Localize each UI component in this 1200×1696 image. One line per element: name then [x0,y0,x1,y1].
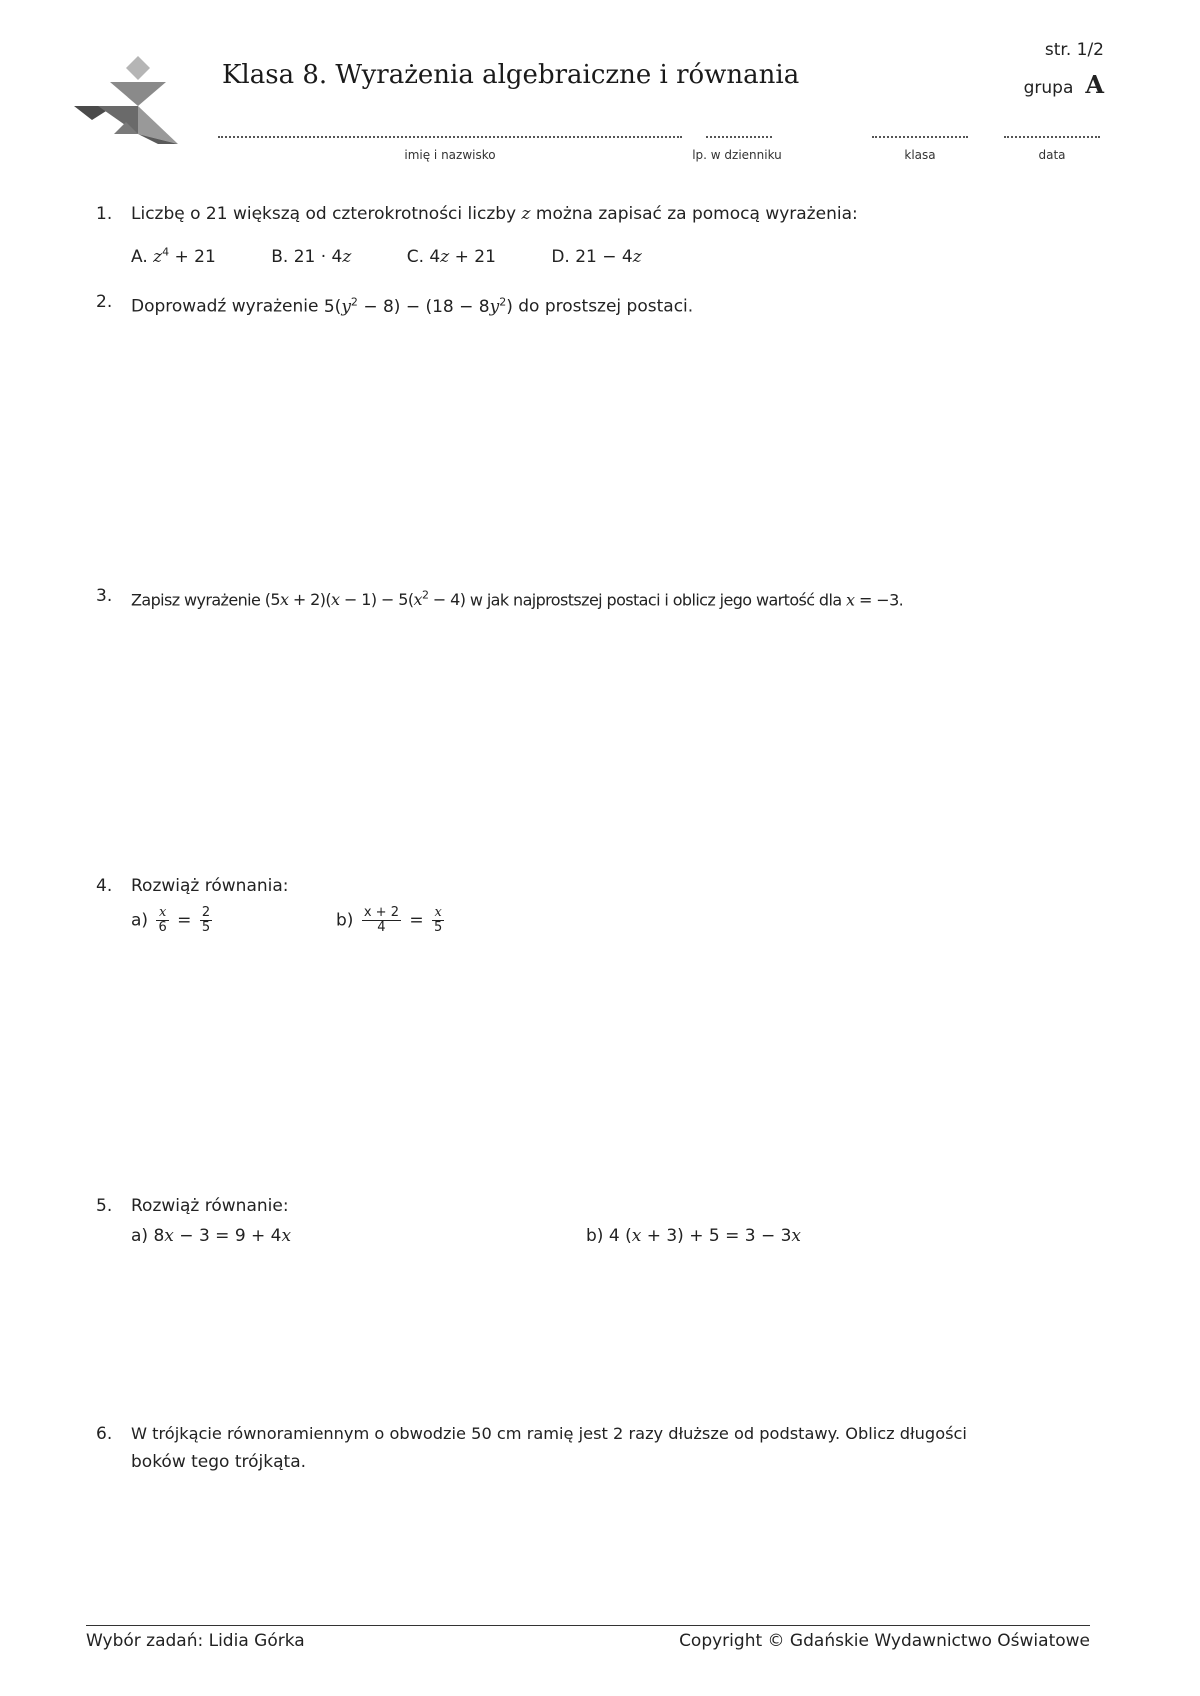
q3-text2: w jak najprostszej postaci i oblicz jego wartość dla [469,590,842,610]
question-text-line-1: W trójkącie równoramiennym o obwodzie 50 cm ramię jest 2 razy dłuższe od podstawy. Oblicz długości [131,1424,967,1443]
equation-b [336,906,447,935]
q4-a-n2: 2 [201,905,211,920]
question-2 [96,288,1096,318]
option-c-rest: + 21 [454,246,496,267]
answer-space-q4[interactable] [96,950,1096,1180]
q3-text: Zapisz wyrażenie [131,590,261,610]
q4-a-d1: 6 [158,920,167,935]
q3-e2: + 2)( [292,590,332,610]
option-d[interactable] [551,247,641,267]
q1-var: z [521,204,531,224]
q5-b-label: b) [586,1226,604,1246]
answer-space-q5[interactable] [96,1262,1096,1412]
q2-e2: − 8) − (18 − 8 [363,296,490,317]
q2-v1: y [341,296,351,317]
option-a-rest: + 21 [174,246,216,267]
option-b-pre: 21 · 4 [293,246,343,267]
question-5 [96,1192,1096,1256]
footer-author: Wybór zadań: Lidia Górka [86,1631,305,1651]
q3-v2: x [331,590,340,610]
q2-e1: 5( [323,296,342,317]
question-text: Rozwiąż równania: [131,876,289,896]
q3-e3: − 1) − 5( [343,590,414,610]
option-a[interactable] [131,247,216,267]
q5-b-v2: x [791,1226,801,1246]
question-number: 1. [96,204,113,224]
q5-b-e2: + 3) + 5 = 3 − 3 [646,1226,792,1246]
q3-e1: (5 [264,590,280,610]
q5-b-v1: x [631,1226,642,1246]
q3-e5: = −3. [858,590,904,610]
q5-a-v1: x [164,1226,174,1246]
class-field-label: klasa [904,148,936,162]
question-6 [96,1420,1106,1480]
q3-expression [265,590,466,609]
q4-b-n1: x + 2 [363,905,399,920]
q2-x2: 2 [499,295,507,308]
q3-x3: 2 [421,589,429,602]
question-text [131,288,693,321]
answer-space-q2[interactable] [96,330,1096,570]
option-c-var: z [440,246,450,267]
fraction [362,906,401,935]
option-a-var: z [153,246,163,267]
class-field[interactable] [872,136,968,138]
question-1 [96,200,1096,270]
question-number: 5. [96,1196,113,1216]
question-number: 2. [96,292,113,312]
q4-b-d1: 4 [377,920,386,935]
q1-text2: można zapisać za pomocą wyrażenia: [535,204,858,224]
option-d-label: D. [551,246,570,267]
q4-b-n2: x [432,906,444,921]
question-number: 6. [96,1424,113,1444]
equation-a [131,1222,291,1250]
journal-number-label: lp. w dzienniku [692,148,782,162]
option-d-var: z [632,246,642,267]
q5-b-e1: 4 ( [608,1226,632,1246]
q4-b-label: b) [336,910,354,931]
q1-text: Liczbę o 21 większą od czterokrotności liczby [131,204,517,224]
q3-e4: − 4) [432,590,466,610]
date-field-label: data [1038,148,1066,162]
q3-v4: x [846,590,855,610]
question-text [131,200,858,228]
question-number: 4. [96,876,113,896]
logo-shape-leg [138,106,178,144]
q4-a-n1: x [156,906,168,921]
footer-divider [86,1625,1090,1626]
page-number: str. 1/2 [1044,40,1104,60]
equation-b [586,1222,801,1250]
option-b-var: z [342,246,352,267]
q4-a-eq: = [177,910,192,931]
page-title: Klasa 8. Wyrażenia algebraiczne i równania [222,60,800,90]
equation-a [131,906,215,935]
q4-b-eq: = [409,910,424,931]
group-letter: A [1085,70,1104,99]
name-field-label: imię i nazwisko [404,148,496,162]
date-field[interactable] [1004,136,1100,138]
question-4 [96,872,1096,942]
q4-a-label: a) [131,910,149,931]
footer-copyright: Copyright © Gdańskie Wydawnictwo Oświatowe [679,1631,1090,1651]
q2-text2: do prostszej postaci. [518,296,694,317]
q2-e3: ) [506,296,513,317]
logo-shape-triangle-top [110,82,166,106]
journal-number-field[interactable] [706,136,772,138]
option-b[interactable] [271,247,351,267]
q4-a-d2: 5 [201,920,211,935]
option-a-exp: 4 [162,245,170,258]
group-indicator [1024,70,1104,99]
q5-a-label: a) [131,1226,149,1246]
q4-b-d2: 5 [434,920,443,935]
option-c[interactable] [407,247,496,267]
question-text-line-2: boków tego trójkąta. [131,1452,307,1472]
answer-space-q6[interactable] [96,1488,1096,1608]
group-label: grupa [1023,78,1074,98]
fraction [432,906,444,935]
q2-text: Doprowadź wyrażenie [131,296,319,317]
logo-shape-diamond [126,56,150,80]
name-field[interactable] [218,136,682,138]
fraction [156,906,168,935]
answer-options [131,238,692,271]
option-a-label: A. [131,246,148,267]
q5-a-v2: x [281,1226,292,1246]
question-text: Rozwiąż równanie: [131,1196,289,1216]
option-c-label: C. [406,246,425,267]
q2-expression [324,297,513,317]
q2-x1: 2 [350,295,358,308]
q5-a-e1: 8 [153,1226,165,1246]
q3-v1: x [279,590,289,610]
q5-a-e2: − 3 = 9 + 4 [179,1226,282,1246]
option-b-label: B. [271,246,289,267]
q3-v3: x [413,590,422,610]
fraction [200,906,212,935]
answer-space-q3[interactable] [96,624,1096,864]
option-c-pre: 4 [429,246,441,267]
option-d-pre: 21 − 4 [575,246,633,267]
question-number: 3. [96,586,113,606]
publisher-logo [74,54,184,146]
question-3 [96,582,1106,612]
q2-v2: y [489,296,500,317]
question-text [131,582,903,614]
